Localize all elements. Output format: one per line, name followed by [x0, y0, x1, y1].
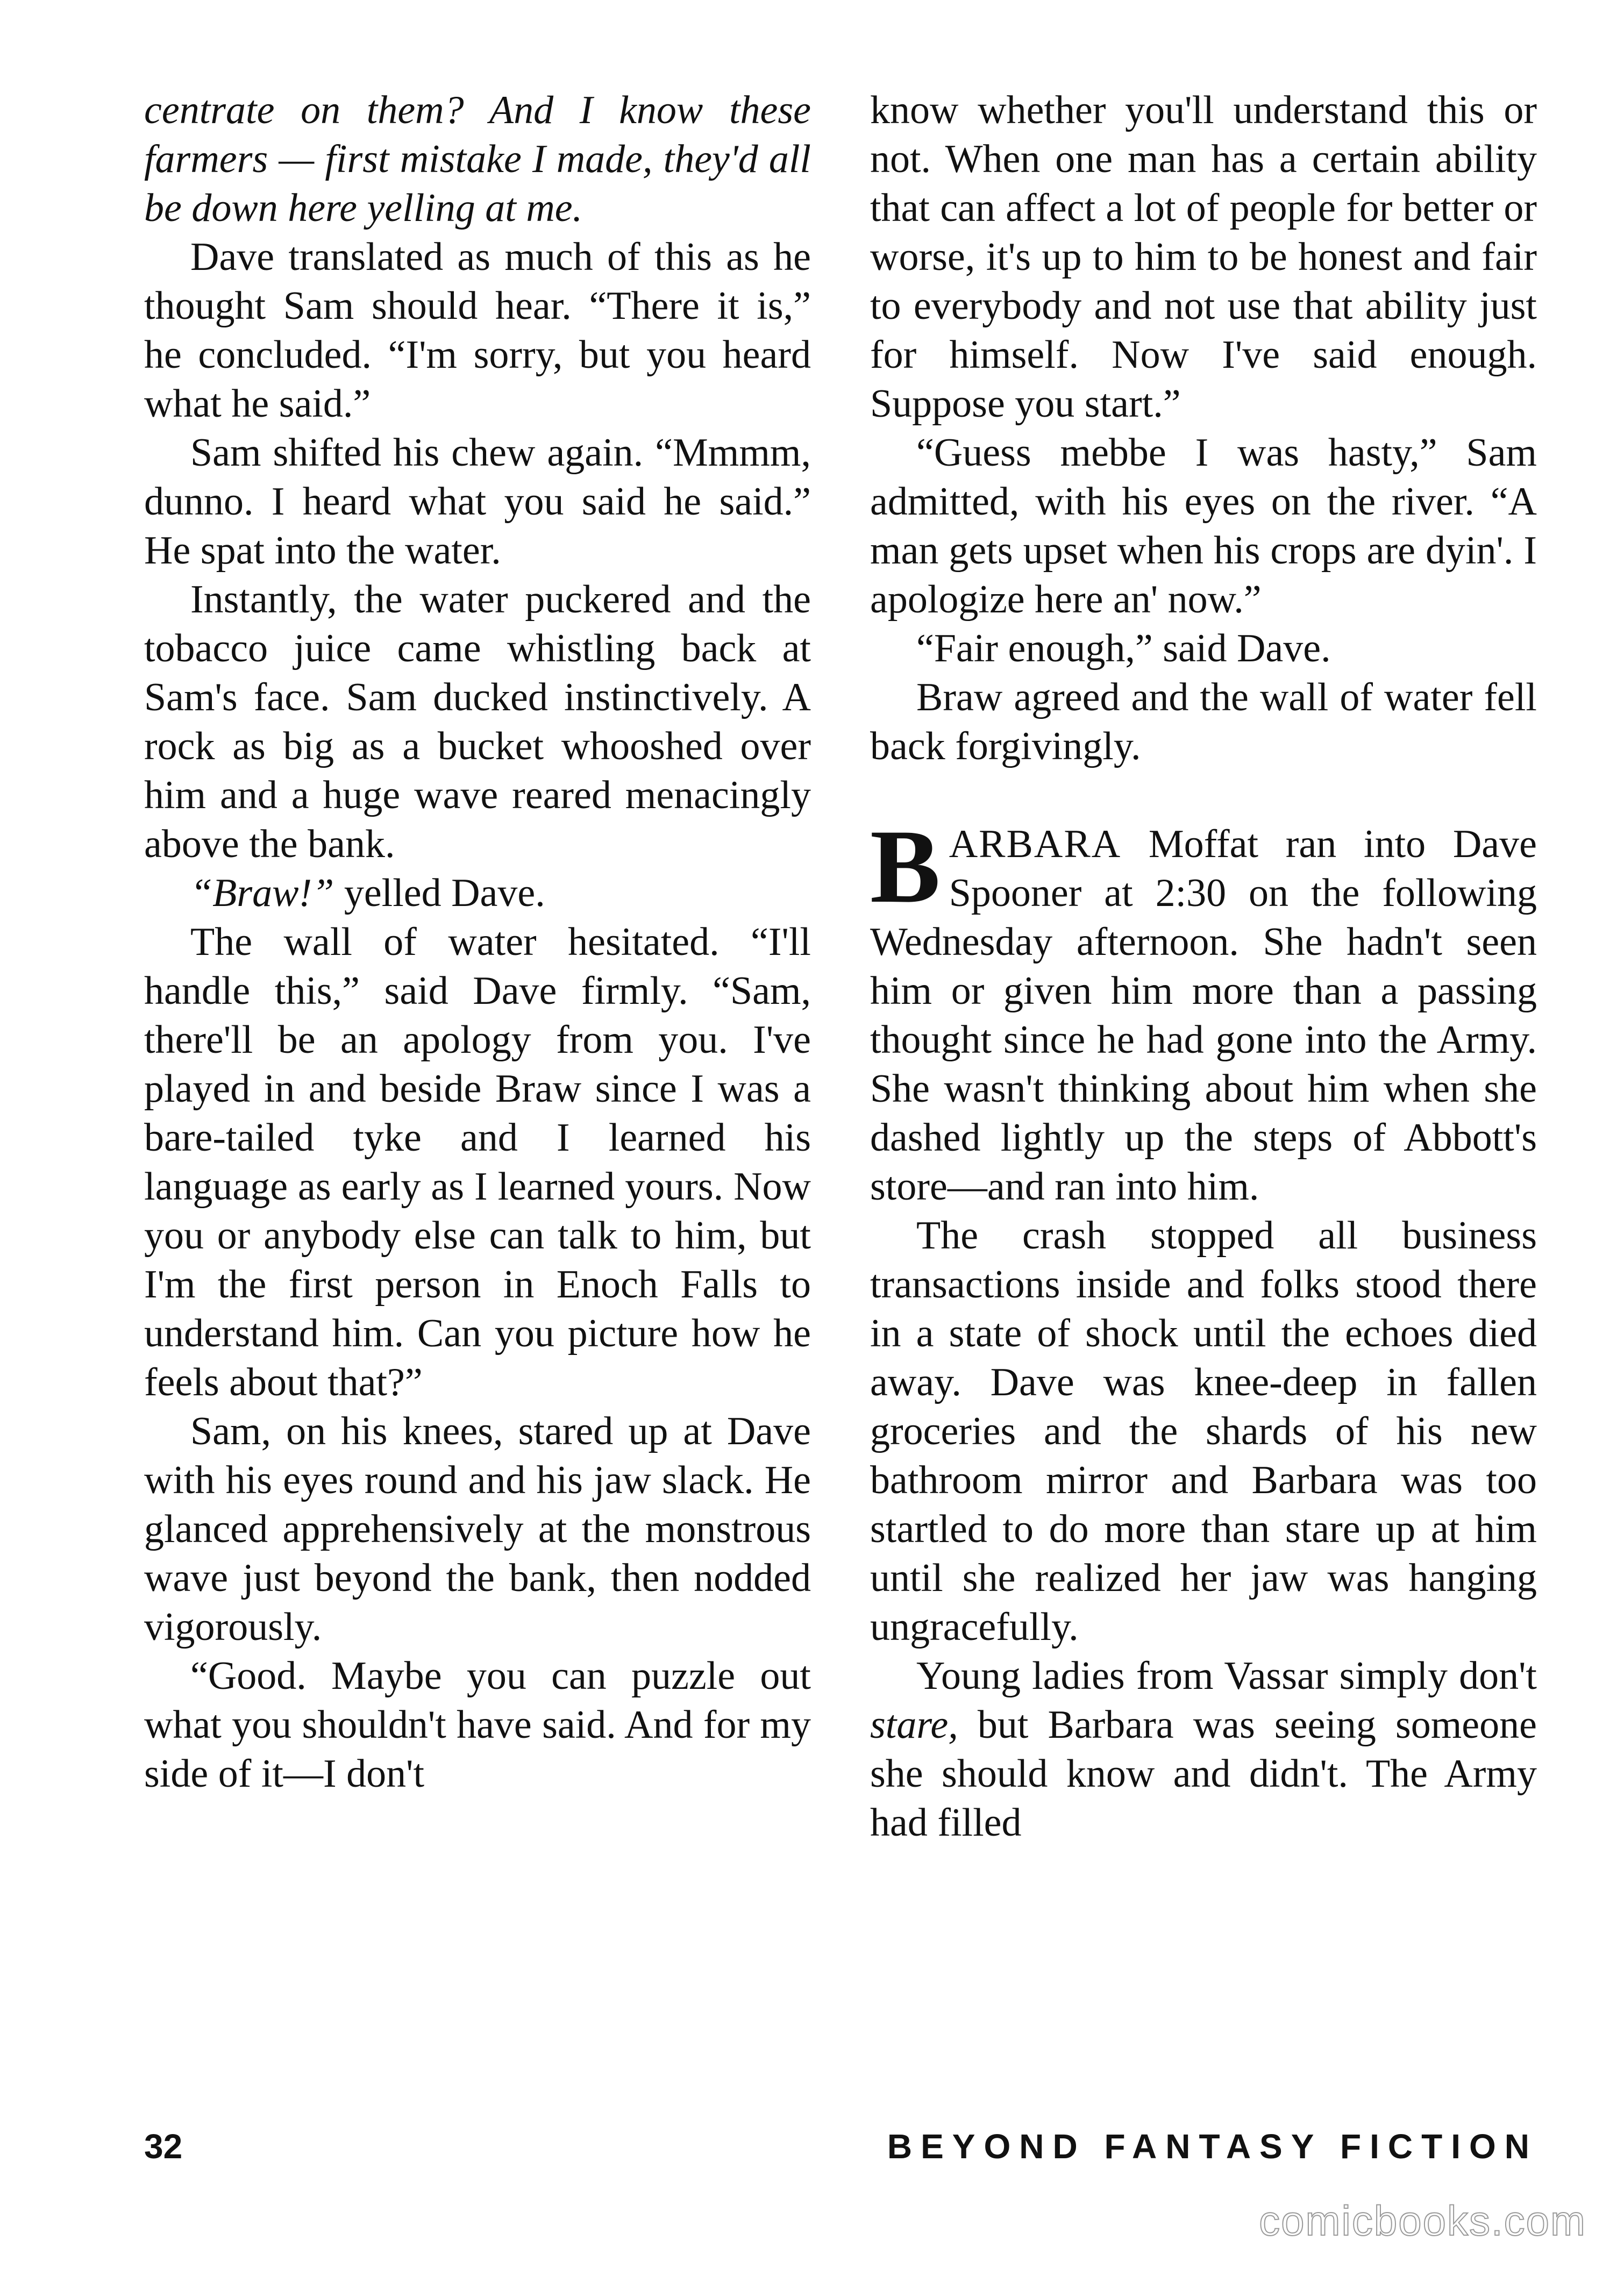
paragraph: “Good. Maybe you can puzzle out what you shouldn't have said. And for my side of it—I don't [144, 1654, 811, 1796]
section-opening-paragraph [870, 808, 1537, 1211]
drop-cap: B [870, 808, 941, 925]
paragraph: Sam shifted his chew again. “Mmmm, dunno. I heard what you said he said.” He spat into the water. [144, 431, 811, 573]
paragraph [144, 869, 811, 918]
right-column [870, 86, 1537, 1847]
paragraph-text: Moffat ran into Dave Spooner at 2:30 on the following Wednesday afternoon. She hadn't seen him or given him more than a passing thought since he had gone into the Army. She wasn't thinking about him when she dashed lightly up the steps of Abbott's store—and ran into him. [870, 822, 1537, 1209]
page-footer [144, 2127, 1538, 2175]
page-number: 32 [144, 2127, 183, 2166]
paragraph: know whether you'll understand this or not. When one man has a certain ability that can affect a lot of people for better or worse, it's up to him to be honest and fair to everybody and not use that ability just for himself. Now I've said enough. Suppose you start.” [870, 88, 1537, 426]
paragraph: Dave translated as much of this as he thought Sam should hear. “There it is,” he concluded. “I'm sorry, but you heard what he said.” [144, 235, 811, 426]
paragraph: Instantly, the water puckered and the tobacco juice came whistling back at Sam's face. Sam ducked instinctively. A rock as big as a bucket whooshed over him and a huge wave reared menacingly above the bank. [144, 577, 811, 866]
paragraph: centrate on them? And I know these farmers — first mistake I made, they'd all be down here yelling at me. [144, 88, 811, 230]
left-column [144, 86, 811, 1799]
paragraph: The crash stopped all business transactions inside and folks stood there in a state of shock until the echoes died away. Dave was knee-deep in fallen groceries and the shards of his new bathroom mirror and Barbara was too startled to do more than stare up at him until she realized her jaw was hanging ungracefully. [870, 1214, 1537, 1649]
magazine-title: BEYOND FANTASY FICTION [887, 2127, 1538, 2166]
emphasized-text: stare, [870, 1703, 958, 1747]
paragraph: The wall of water hesitated. “I'll handle this,” said Dave firmly. “Sam, there'll be an apology from you. I've played in and beside Braw since I was a bare-tailed tyke and I learned his language as early as I learned yours. Now you or anybody else can talk to him, but I'm the first person in Enoch Falls to understand him. Can you picture how he feels about that?” [144, 920, 811, 1404]
paragraph: Sam, on his knees, stared up at Dave with his eyes round and his jaw slack. He glanced apprehensively at the monstrous wave just beyond the bank, then nodded vigorously. [144, 1409, 811, 1649]
paragraph: “Fair enough,” said Dave. [916, 626, 1331, 670]
watermark: comicbooks.com [1259, 2197, 1586, 2244]
paragraph [870, 1652, 1537, 1847]
paragraph-text: Young ladies from Vassar simply don't [916, 1654, 1537, 1698]
paragraph-text: yelled Dave. [334, 871, 545, 915]
paragraph: “Guess mebbe I was hasty,” Sam admitted, with his eyes on the river. “A man gets upset when his crops are dyin'. I apologize here an' now.” [870, 431, 1537, 622]
paragraph: Braw agreed and the wall of water fell back forgivingly. [870, 675, 1537, 768]
paragraph-text: but Barbara was seeing someone she should know and didn't. The Army had filled [870, 1703, 1537, 1845]
emphasized-text: “Braw!” [190, 871, 334, 915]
small-caps-word: ARBARA [949, 822, 1122, 866]
